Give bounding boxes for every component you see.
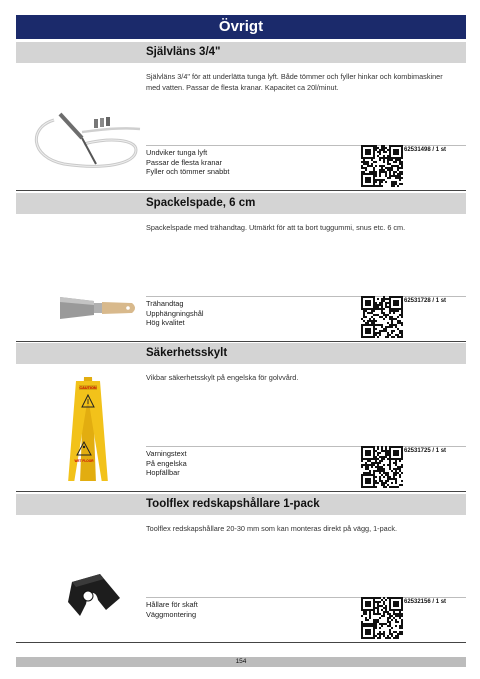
article-number: 62531728 / 1 st xyxy=(404,298,447,304)
feature-item: Fyller och tömmer snabbt xyxy=(146,167,230,176)
feature-item: Undviker tunga lyft xyxy=(146,148,208,157)
page-number: 154 xyxy=(235,658,247,665)
divider xyxy=(16,190,466,191)
qr-code xyxy=(361,597,403,639)
qr-code xyxy=(361,446,403,488)
page-title: Övrigt xyxy=(218,18,264,35)
feature-item: På engelska xyxy=(146,458,187,468)
feature-item: Trähandtag xyxy=(146,299,184,308)
product-title: Toolflex redskapshållare 1-pack xyxy=(146,498,320,510)
product-card xyxy=(16,42,466,192)
feature-item: Hög kvalitet xyxy=(146,318,185,327)
divider xyxy=(16,642,466,643)
product-title: Självläns 3/4" xyxy=(146,46,221,58)
caution-sign-image xyxy=(24,373,142,481)
product-title-bar xyxy=(16,42,466,63)
page-header xyxy=(16,15,466,39)
product-title-bar xyxy=(16,343,466,364)
hose-image xyxy=(24,72,142,180)
article-number: 62531498 / 1 st xyxy=(404,147,447,153)
sign-bottom-text: WET FLOOR xyxy=(74,459,94,463)
article-number: 62531725 / 1 st xyxy=(404,448,447,454)
putty-knife-image xyxy=(24,223,142,331)
product-description: Toolflex redskapshållare 20-30 mm som kan monteras direkt på vägg, 1-pack. xyxy=(146,524,398,533)
product-title: Säkerhetsskylt xyxy=(146,347,228,359)
feature-item: Hållare för skaft xyxy=(146,600,198,609)
product-description: Självläns 3/4" för att underlätta tunga lyft. Både tömmer och fyller hinkar och kombimaskiner med vatten. Passar de flesta kranar. Kapacitet ca 20l/minut. xyxy=(146,72,443,92)
tool-holder-image xyxy=(24,524,142,632)
feature-item: Upphängningshål xyxy=(146,308,204,318)
product-card xyxy=(16,343,466,493)
feature-item: Hopfällbar xyxy=(146,468,180,477)
product-description: Vikbar säkerhetsskylt på engelska för golvvård. xyxy=(146,373,299,382)
feature-item: Passar de flesta kranar xyxy=(146,157,222,167)
product-card xyxy=(16,193,466,343)
product-description: Spackelspade med trähandtag. Utmärkt för att ta bort tuggummi, snus etc. 6 cm. xyxy=(146,223,406,232)
product-card xyxy=(16,494,466,644)
sign-top-text: CAUTION xyxy=(79,386,97,390)
qr-code xyxy=(361,145,403,187)
qr-code xyxy=(361,296,403,338)
product-title: Spackelspade, 6 cm xyxy=(146,197,256,209)
feature-item: Väggmontering xyxy=(146,609,197,619)
article-number: 62532156 / 1 st xyxy=(404,599,447,605)
feature-item: Varningstext xyxy=(146,449,187,458)
divider xyxy=(16,491,466,492)
page-footer xyxy=(16,657,466,667)
divider xyxy=(16,341,466,342)
